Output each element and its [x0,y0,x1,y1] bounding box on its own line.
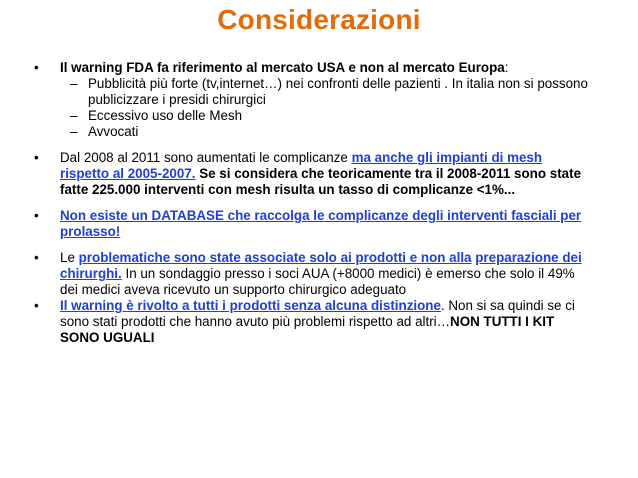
sub-item-lawyers [34,124,594,140]
no-database-text: Non esiste un DATABASE che raccolga le complicanze degli interventi fasciali per prolasso! [60,208,582,239]
bullet-marker: • [34,298,39,313]
fda-warning-colon: : [504,60,509,75]
bullet-list [34,60,594,346]
sub-item-text: Eccessivo uso delle Mesh [88,108,243,123]
bullet-marker: • [34,150,39,165]
fda-warning-text: Il warning FDA fa riferimento al mercato USA e non al mercato Europa [60,60,505,75]
products-association-highlight: problematiche sono state associate solo ai prodotti e non alla [78,250,472,265]
bullet-surgeon-training [34,250,594,298]
bullet-marker: • [34,60,39,75]
survey-text: In un sondaggio presso i soci AUA (+8000 medici) è emerso che solo il 49% dei medici aveva ricevuto un supporto chirurgico adeguato [60,266,575,297]
training-intro: Le [60,250,79,265]
surgeon-preparation-highlight: preparazione dei chirurghi. [60,250,582,281]
sub-item-text: Pubblicità più forte (tv,internet…) nei confronti delle pazienti . In italia non si possono publicizzare i presidi chirurgici [88,76,588,107]
not-all-kits-equal: NON TUTTI I KIT SONO UGUALI [60,314,555,345]
products-problems-text: . Non si sa quindi se ci sono stati prodotti che hanno avuto più problemi rispetto ad altri… [60,298,575,329]
bullet-no-database [34,208,594,240]
complications-intro: Dal 2008 al 2011 sono aumentati le complicanze [60,150,352,165]
sub-item-text: Avvocati [88,124,139,139]
sub-item-advertising [34,76,594,108]
sub-marker: – [70,108,78,123]
sub-marker: – [70,124,78,139]
slide-title: Considerazioni [217,4,421,35]
bullet-fda-warning [34,60,594,76]
bullet-marker: • [34,208,39,223]
all-products-highlight: Il warning è rivolto a tutti i prodotti senza alcuna distinzione [60,298,441,313]
bullet-marker: • [34,250,39,265]
bullet-complications-increase [34,150,594,198]
sub-item-mesh-overuse [34,108,594,124]
mesh-implants-highlight: ma anche gli impianti di mesh rispetto al 2005-2007. [60,150,543,181]
complications-rate-text: Se si considera che teoricamente tra il 2008-2011 sono state fatte 225.000 interventi con mesh risulta un tasso di complicanze <1%... [60,166,582,197]
bullet-all-products [34,298,594,346]
sub-marker: – [70,76,78,91]
